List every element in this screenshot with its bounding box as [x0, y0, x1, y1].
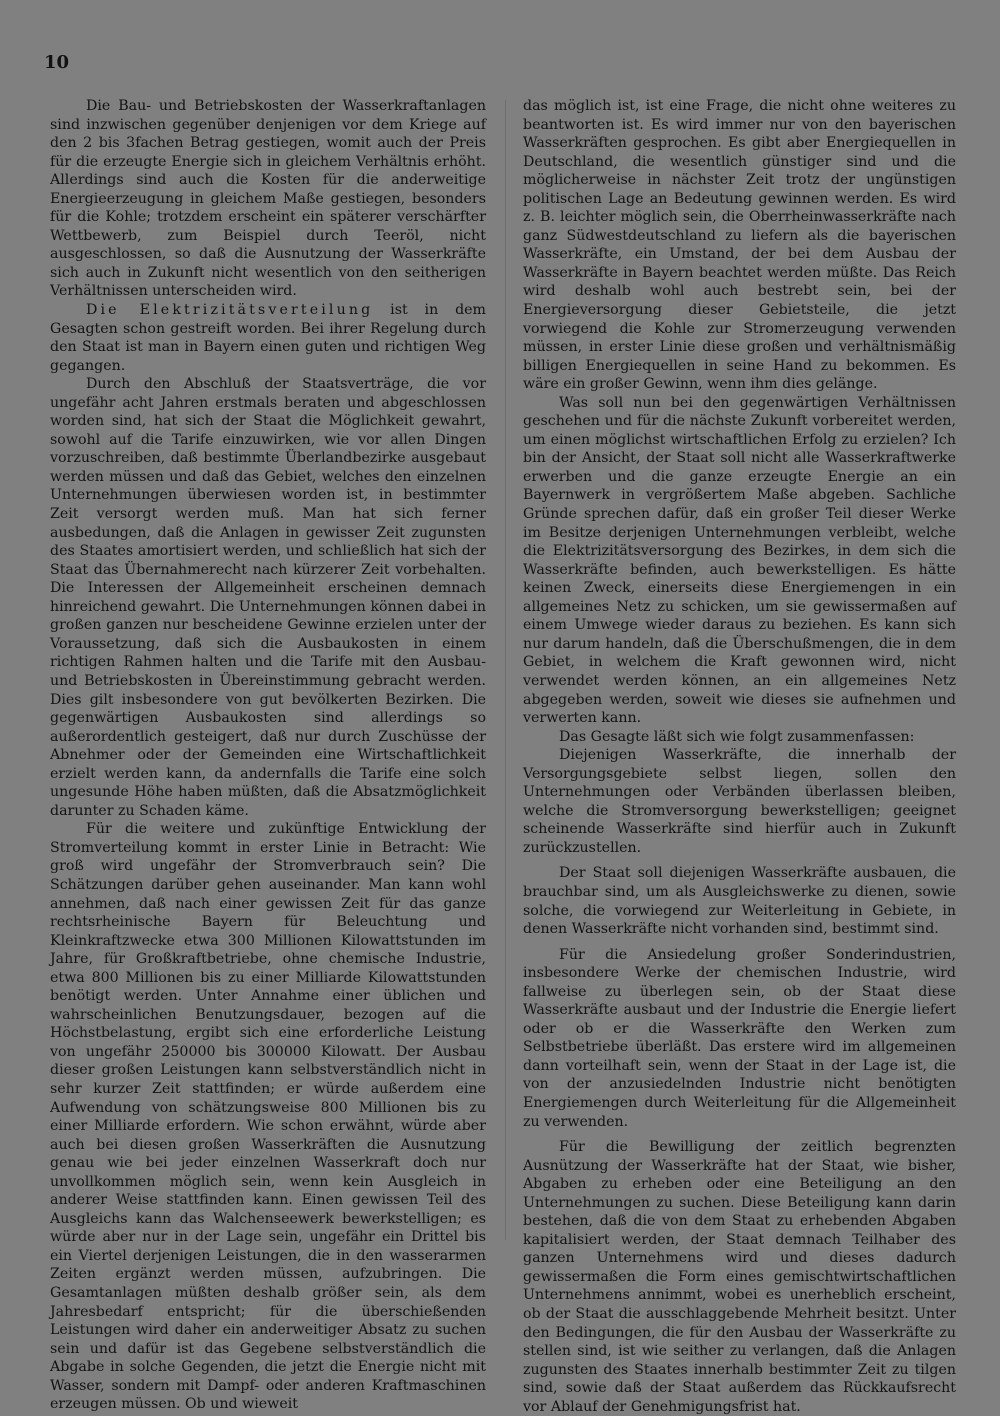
paragraph	[50, 301, 486, 375]
paragraph: Für die Ansiedelung großer Sonderindustrien, insbesondere Werke der chemischen Industrie, wird fallweise zu überlegen sein, ob der Staat diese Wasserkräfte ausbaut und der Industrie die Energie liefert oder ob er die Wasserkräfte den Werken zum Selbstbetriebe überläßt. Das erstere wird im allgemeinen dann vorteilhaft sein, wenn der Staat in der Lage ist, die von der anzusiedelnden Industrie nicht benötigten Energiemengen durch Weiterleitung für die Allgemeinheit zu verwenden.	[523, 946, 956, 1130]
paragraph: Die Bau- und Betriebskosten der Wasserkraftanlagen sind inzwischen gegenüber denjenigen vor dem Kriege auf den 2 bis 3fachen Betrag gestiegen, womit auch der Preis für die erzeugte Energie sich in gleichem Verhältnis erhöht. Allerdings sind auch die Kosten für die anderweitige Energieerzeugung in gleichem Maße gestiegen, besonders für die Kohle; trotzdem erscheint ein späterer verschärfter Wettbewerb, zum Beispiel durch Teeröl, nicht ausgeschlossen, so daß die Ausnutzung der Wasserkräfte sich auch in Zukunft nicht wesentlich von den seitherigen Verhältnissen unterscheiden wird.	[50, 98, 486, 300]
paragraph: Diejenigen Wasserkräfte, die innerhalb der Versorgungsgebiete selbst liegen, sollen den Unternehmungen oder Verbänden überlassen bleiben, welche die Stromversorgung bewerkstelligen; geeignet scheinende Wasserkräfte sind hierfür auch in Zukunft zurückzustellen.	[523, 747, 956, 856]
column-divider	[505, 100, 506, 1240]
paragraph: Der Staat soll diejenigen Wasserkräfte ausbauen, die brauchbar sind, um als Ausgleichswerke zu dienen, sowie solche, die vorwiegend zur Weiterleitung in Gebiete, in denen Wasserkräfte nicht vorhanden sind, bestimmt sind.	[523, 865, 956, 938]
paragraph: Durch den Abschluß der Staatsverträge, die vor ungefähr acht Jahren erstmals beraten und abgeschlossen worden sind, hat sich der Staat die Möglichkeit gewahrt, sowohl auf die Tarife einzuwirken, wie vor allen Dingen vorzuschreiben, daß bestimmte Überlandbezirke ausgebaut werden müssen und daß das Gebiet, welches den einzelnen Unternehmungen überwiesen worden ist, in bestimmter Zeit versorgt werden muß. Man hat sich ferner ausbedungen, daß die Anlagen in gewisser Zeit zugunsten des Staates amortisiert werden, und schließlich hat sich der Staat das Übernahmerecht nach kürzerer Zeit vorbehalten. Die Interessen der Allgemeinheit erscheinen demnach hinreichend gewahrt. Die Unternehmungen können dabei in großen ganzen nur bescheidene Gewinne erzielen unter der Voraussetzung, daß sich die Ausbaukosten in einem richtigen Rahmen halten und die Tarife mit den Ausbau- und Betriebskosten in Übereinstimmung gebracht werden. Dies gilt insbesondere von gut bevölkerten Bezirken. Die gegenwärtigen Ausbaukosten sind allerdings so außerordentlich gesteigert, daß nur durch Zuschüsse der Abnehmer oder der Gemeinden eine Wirtschaftlichkeit erzielt werden kann, da andernfalls die Tarife eine solch ungesunde Höhe haben müßten, daß die Absatzmöglichkeit darunter zu Schaden käme.	[50, 376, 486, 819]
paragraph: Für die weitere und zukünftige Entwicklung der Stromverteilung kommt in erster Linie in Betracht: Wie groß wird ungefähr der Stromverbrauch sein? Die Schätzungen darüber gehen auseinander. Man kann wohl annehmen, daß nach einer gewissen Zeit für das ganze rechtsrheinische Bayern für Beleuchtung und Kleinkraftzwecke etwa 300 Millionen Kilowattstunden im Jahre, für Großkraftbetriebe, ohne chemische Industrie, etwa 800 Millionen bis zu einer Milliarde Kilowattstunden benötigt werden. Unter Annahme einer üblichen und wahrscheinlichen Benutzungsdauer, bezogen auf die Höchstbelastung, ergibt sich eine erforderliche Leistung von ungefähr 250000 bis 300000 Kilowatt. Der Ausbau dieser großen Leistungen kann selbstverständlich nicht in sehr kurzer Zeit stattfinden; er würde außerdem eine Aufwendung von schätzungsweise 800 Millionen bis zu einer Milliarde erfordern. Wie schon erwähnt, würde aber auch bei diesen großen Wasserkräften die Ausnutzung genau wie bei jeder einzelnen Wasserkraft doch nur unvollkommen möglich sein, wenn kein Ausgleich in anderer Weise stattfinden kann. Einen gewissen Teil des Ausgleichs kann das Walchenseewerk bewerkstelligen; es würde aber nur in der Lage sein, ungefähr ein Drittel bis ein Viertel derjenigen Leistungen, die in den wasserarmen Zeiten ergänzt werden müssen, aufzubringen. Die Gesamtanlagen müßten deshalb größer sein, als dem Jahresbedarf entspricht; für die überschießenden Leistungen wird daher ein anderweitiger Absatz zu suchen sein und dafür ist das Gegebene selbstverständlich die Abgabe in solche Gegenden, die jetzt die Energie nicht mit Wasser, sondern mit Dampf- oder anderen Kraftmaschinen erzeugen müssen. Ob und wieweit	[50, 821, 486, 1413]
right-column	[523, 97, 956, 1416]
paragraph: Das Gesagte läßt sich wie folgt zusammenfassen:	[559, 728, 915, 745]
page-number: 10	[44, 52, 70, 73]
paragraph: das möglich ist, ist eine Frage, die nicht ohne weiteres zu beantworten ist. Es wird immer nur von den bayerischen Wasserkräften gesprochen. Es gibt aber Energiequellen in Deutschland, die wesentlich günstiger sind und die möglicherweise in nächster Zeit trotz der ungünstigen politischen Lage an Bedeutung gewinnen werden. Es wird z. B. leichter möglich sein, die Oberrheinwasserkräfte nach ganz Südwestdeutschland zu liefern als die bayerischen Wasserkräfte, ein Umstand, der bei dem Ausbau der Wasserkräfte in Bayern beachtet werden müßte. Das Reich wird deshalb wohl auch bestrebt sein, bei der Energieversorgung dieser Gebietsteile, die jetzt vorwiegend die Kohle zur Stromerzeugung verwenden müssen, in erster Linie diese großen und verhältnismäßig billigen Energiequellen in seine Hand zu bekommen. Es wäre ein großer Gewinn, wenn ihm dies gelänge.	[523, 98, 956, 393]
left-column	[50, 97, 486, 1414]
paragraph: Was soll nun bei den gegenwärtigen Verhältnissen geschehen und für die nächste Zukunft vorbereitet werden, um einen möglichst wirtschaftlichen Erfolg zu erzielen? Ich bin der Ansicht, der Staat soll nicht alle Wasserkraftwerke erwerben und die ganze erzeugte Energie an ein Bayernwerk in vergrößertem Maße abgeben. Sachliche Gründe sprechen dafür, daß ein großer Teil dieser Werke im Besitze derjenigen Unternehmungen verbleibt, welche die Elektrizitätsversorgung des Bezirkes, in dem sich die Wasserkräfte befinden, auch bewerkstelligen. Es hätte keinen Zweck, einerseits diese Energiemengen in ein allgemeines Netz zu schicken, um sie gewissermaßen auf einem Umwege wieder daraus zu beziehen. Es kann sich nur darum handeln, daß die Überschußmengen, die in dem Gebiet, in welchem die Kraft gewonnen wird, nicht verwendet werden können, an ein allgemeines Netz abgegeben werden, soweit wie dieses sie aufnehmen und verwerten kann.	[523, 394, 956, 727]
paragraph: Für die Bewilligung der zeitlich begrenzten Ausnützung der Wasserkräfte hat der Staat, wie bisher, Abgaben zu erheben oder eine Beteiligung an den Unternehmungen zu suchen. Diese Beteiligung kann darin bestehen, daß die von dem Staat zu erhebenden Abgaben kapitalisiert werden, der Staat demnach Teilhaber des ganzen Unternehmens wird und dieses dadurch gewissermaßen die Form eines gemischtwirtschaftlichen Unternehmens annimmt, wobei es unerheblich erscheint, ob der Staat die ausschlaggebende Mehrheit besitzt. Unter den Bedingungen, die für den Ausbau der Wasserkräfte zu stellen sind, ist wie seither zu verlangen, daß die Anlagen zugunsten des Staates innerhalb bestimmter Zeit zu tilgen sind, sowie daß der Staat außerdem das Rückkaufsrecht vor Ablauf der Genehmigungsfrist hat.	[523, 1139, 956, 1415]
spaced-heading: Die Elektrizitätsverteilung	[86, 302, 374, 319]
paragraph-text: ist in dem Gesagten schon gestreift worden. Bei ihrer Regelung durch den Staat ist man in Bayern einen guten und richtigen Weg gegangen.	[50, 302, 487, 374]
